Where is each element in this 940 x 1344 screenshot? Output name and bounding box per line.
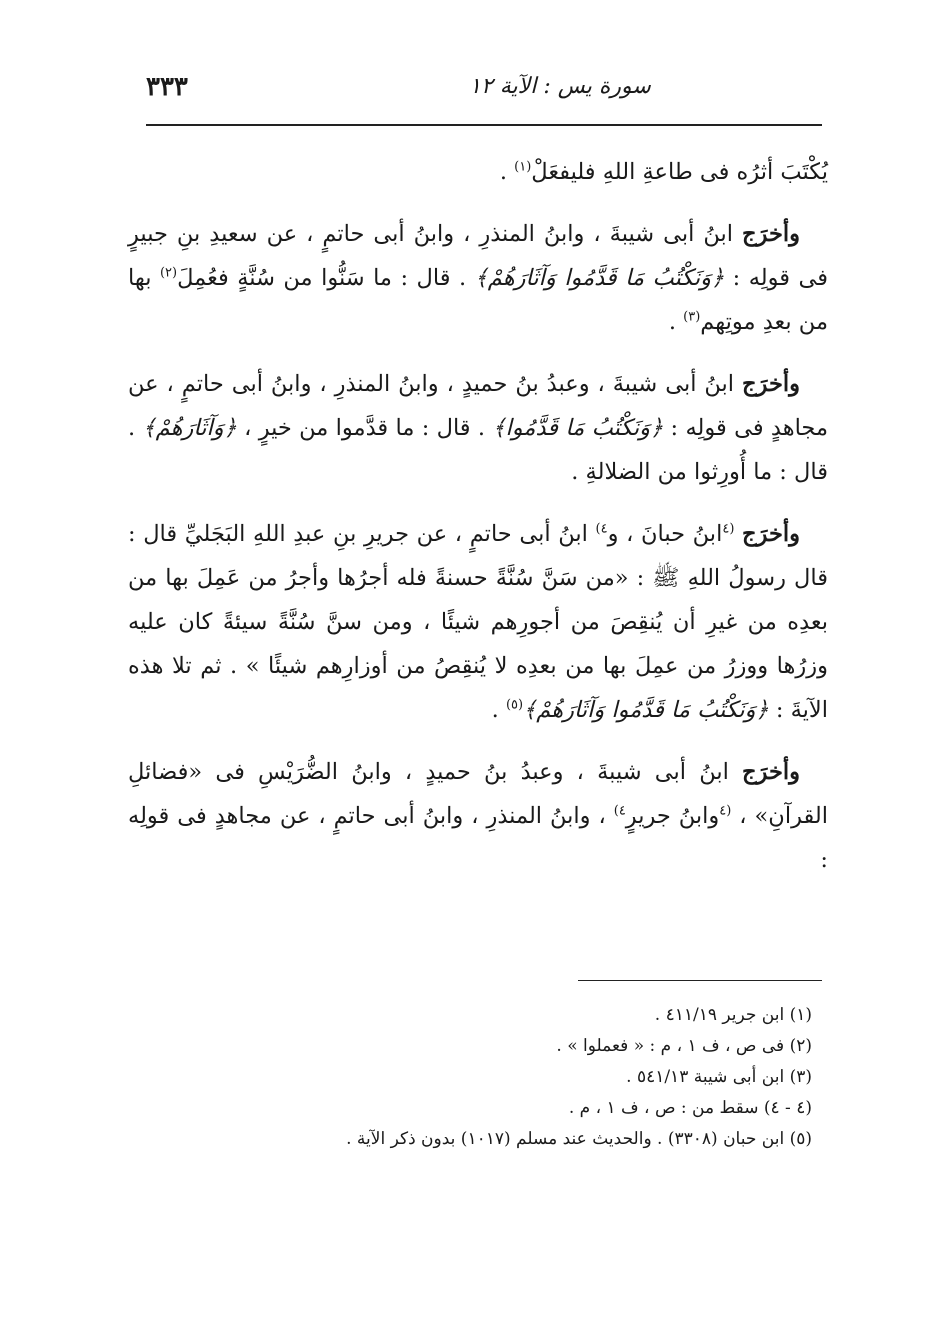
- footnote-marker: (١): [514, 159, 532, 175]
- footnote-marker: ٤): [613, 803, 626, 819]
- text-run: .: [491, 697, 506, 723]
- quran-quote: ﴿وَنَكْتُبُ مَا قَدَّمُوا وَآثَارَهُمْ﴾: [474, 265, 725, 291]
- text-run: وابنُ جريرٍ: [625, 803, 720, 829]
- header-rule: [146, 124, 822, 126]
- text-run: ابنُ أبى شيبةَ ، وابنُ المنذرِ ، وابنُ أبى حاتمٍ ، عن سعيدِ بنِ جبيرٍ فى قولِه :: [128, 221, 828, 291]
- text-run: .: [499, 159, 515, 185]
- footnote-1: (١) ابن جرير ٤١١/١٩ .: [654, 1005, 812, 1025]
- text-run: . قال : ما أُورِثوا من الضلالةِ .: [128, 415, 828, 485]
- footnote-marker: (٤: [719, 803, 732, 819]
- lead-word: وأخرَج: [742, 371, 800, 397]
- quran-quote: ﴿وَآثَارَهُمْ﴾: [142, 415, 237, 441]
- footnote-marker: (٥): [505, 697, 524, 713]
- paragraph: [128, 512, 828, 732]
- text-run: . قال : ما قدَّموا من خيرٍ ،: [236, 415, 493, 441]
- footnote-2: (٢) فى ص ، ف ١ ، م : « فعملوا » .: [556, 1036, 812, 1056]
- text-run: [734, 521, 742, 547]
- paragraph: [128, 750, 828, 882]
- text-run: .: [668, 309, 684, 335]
- footnote-4: (٤ - ٤) سقط من : ص ، ف ١ ، م .: [568, 1098, 812, 1118]
- footnote-5: (٥) ابن حبان (٣٣٠٨) . والحديث عند مسلم (١٠١٧) بدون ذكر الآية .: [346, 1129, 812, 1149]
- lead-word: وأخرَج: [742, 521, 800, 547]
- quran-quote: ﴿وَنَكْتُبُ مَا قَدَّمُوا وَآثَارَهُمْ﴾: [523, 697, 769, 723]
- text-run: ابنُ أبى شيبةَ ، وعبدُ بنُ حميدٍ ، وابنُ الضُّرَيْسِ فى «فضائلِ القرآنِ» ،: [128, 759, 828, 829]
- quran-quote: ﴿وَنَكْتُبُ مَا قَدَّمُوا﴾: [492, 415, 664, 441]
- main-text: [128, 150, 828, 900]
- footnote-marker: (٣): [683, 309, 701, 325]
- text-run: . قال : ما سَنُّوا من سُنَّةٍ فعُمِلَ: [177, 265, 475, 291]
- footnotes: [140, 1000, 812, 1155]
- footnote-marker: ٤): [595, 521, 608, 537]
- text-run: ، وابنُ المنذرِ ، وابنُ أبى حاتمٍ ، عن مجاهدٍ فى قولِه :: [128, 803, 828, 873]
- lead-word: وأخرَج: [742, 759, 800, 785]
- text-run: ابنُ حبانَ ، و: [607, 521, 723, 547]
- text-run: بها من بعدِ موتِهم: [128, 265, 828, 335]
- footnote-3: (٣) ابن أبى شيبة ٥٤١/١٣ .: [626, 1067, 812, 1087]
- footnote-rule: [578, 980, 822, 981]
- text-run: ابنُ أبى حاتمٍ ، عن جريرِ بنِ عبدِ اللهِ البَجَليِّ قال : قال رسولُ اللهِ ﷺ : «من سَنَّ سُنَّةً حسنةً فله أجرُها وأجرُ من عَمِلَ بها من بعدِه من غيرِ أن يُنقِصَ من أجورِهم شيئًا ، ومن سنَّ سُنَّةً سيئةً كان عليه وزرُها ووزرُ من عمِلَ بها من بعدِه لا يُنقِصُ من أوزارِهم شيئًا » . ثم تلا هذه الآيةَ :: [128, 521, 828, 723]
- text-run: ابنُ أبى شيبةَ ، وعبدُ بنُ حميدٍ ، وابنُ المنذرِ ، وابنُ أبى حاتمٍ ، عن مجاهدٍ فى قولِه :: [128, 371, 829, 441]
- paragraph: [128, 150, 828, 194]
- footnote-marker: (٢): [159, 265, 178, 281]
- paragraph: [128, 212, 828, 344]
- footnote-marker: (٤: [722, 521, 735, 537]
- page-header: [140, 72, 822, 116]
- lead-word: وأخرَج: [742, 221, 800, 247]
- page-number: ٣٣٣: [146, 72, 188, 102]
- text-run: يُكْتَبَ أثرُه فى طاعةِ اللهِ فليفعَلْ: [531, 159, 828, 185]
- paragraph: [128, 362, 828, 494]
- running-title: سورة يس : الآية ١٢: [469, 74, 651, 99]
